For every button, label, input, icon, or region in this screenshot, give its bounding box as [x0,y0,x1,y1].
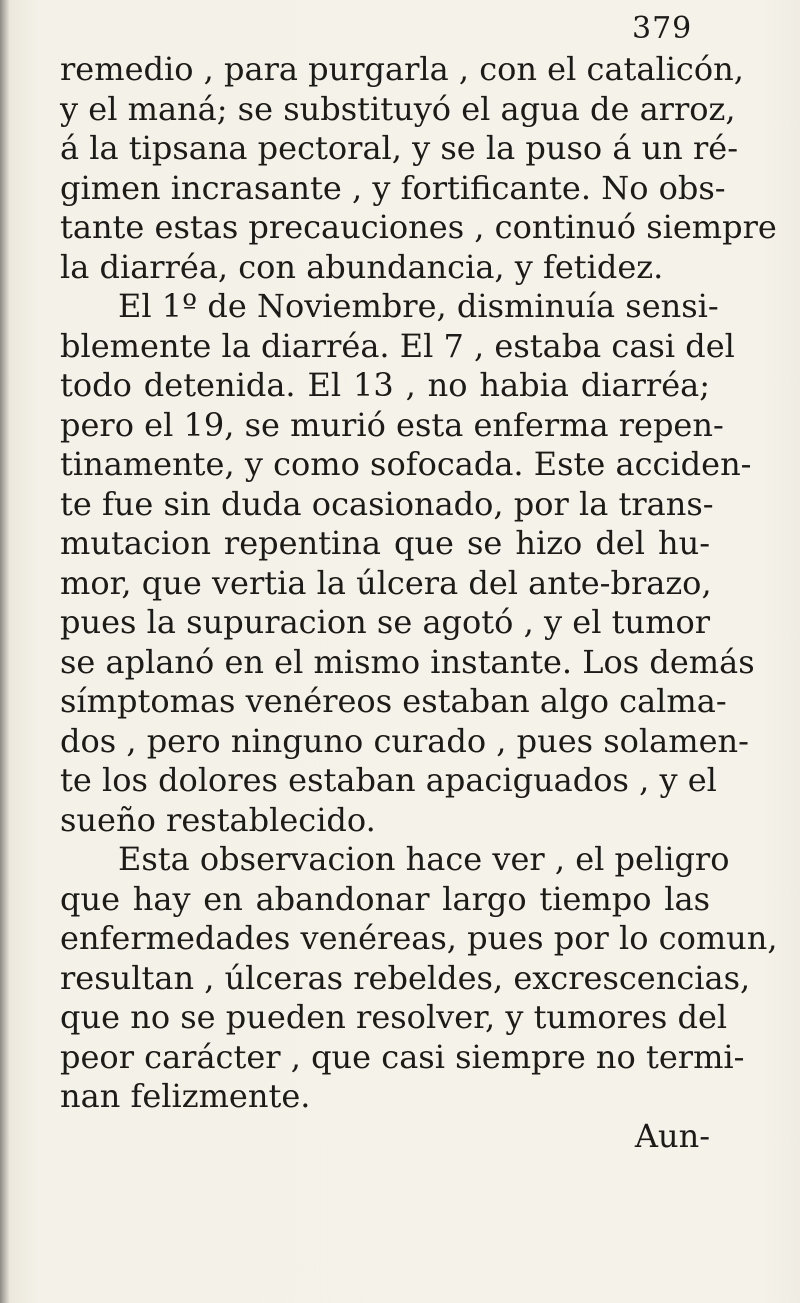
text-line: enfermedades venéreas, pues por lo comun, [60,919,778,957]
paragraph-first-line: El 1º de Noviembre, disminuía sensi- [118,287,719,325]
text-line: se aplanó en el mismo instante. Los demás [60,642,755,681]
text-line: te los dolores estaban apaciguados , y el [60,761,717,799]
text-line: sueño restablecido. [60,800,376,839]
page-spine-shadow [0,0,10,1303]
text-line: la diarréa, con abundancia, y fetidez. [60,247,664,286]
text-line: y el maná; se substituyó el agua de arroz, [60,89,736,128]
text-line: dos , pero ninguno curado , pues solamen- [60,721,749,760]
page-number: 379 [632,11,693,46]
text-line: resultan , úlceras rebeldes, excrescencias, [60,958,751,997]
body-text [60,50,778,1156]
text-line: símptomas venéreos estaban algo calma- [60,682,727,720]
text-line: pero el 19, se murió esta enferma repen- [60,405,724,444]
text-line: á la tipsana pectoral, y se la puso á un ré- [60,129,738,167]
text-line: todo detenida. El 13 , no habia diarréa; [60,366,710,404]
text-line: nan felizmente. [60,1077,311,1115]
text-line: gimen incrasante , y fortificante. No obs- [60,168,726,207]
text-line: tinamente, y como sofocada. Este acciden- [60,445,752,483]
text-line: que no se pueden resolver, y tumores del [60,998,728,1036]
text-line: pues la supuracion se agotó , y el tumor [60,603,710,641]
text-line: remedio , para purgarla , con el catalicón, [60,50,744,88]
text-line: te fue sin duda ocasionado, por la trans- [60,484,714,523]
text-line: mor, que vertia la úlcera del ante-brazo, [60,563,712,602]
catchword: Aun- [634,1116,710,1155]
text-line: mutacion repentina que se hizo del hu- [60,524,710,562]
text-line: blemente la diarréa. El 7 , estaba casi del [60,326,735,365]
text-line: tante estas precauciones , continuó siempre [60,208,777,246]
text-line: peor carácter , que casi siempre no termi- [60,1037,745,1076]
text-line: que hay en abandonar largo tiempo las [60,879,710,918]
paragraph-first-line: Esta observacion hace ver , el peligro [118,840,730,878]
